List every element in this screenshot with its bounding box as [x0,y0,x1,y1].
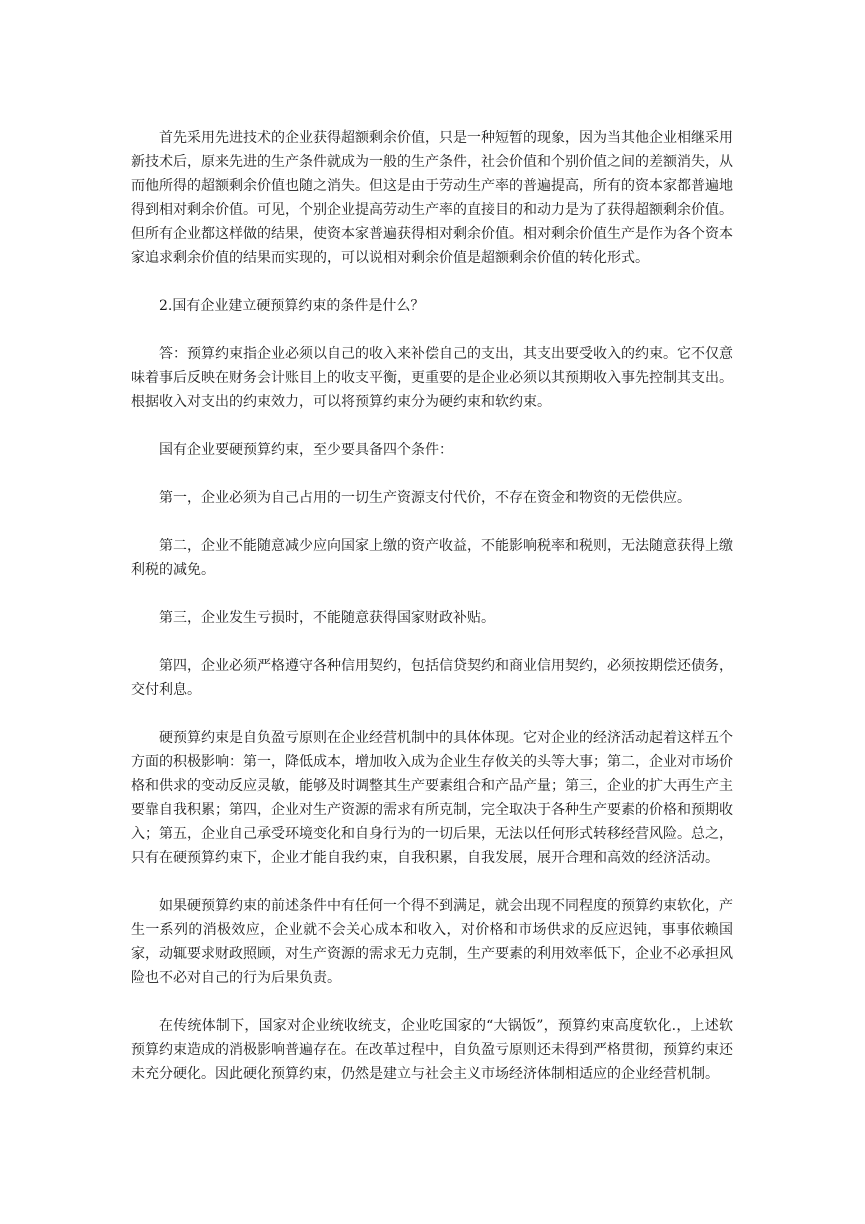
paragraph-soft-constraint-effects: 如果硬预算约束的前述条件中有任何一个得不到满足，就会出现不同程度的预算约束软化，产生一系列的消极效应，企业就不会关心成本和收入，对价格和市场供求的反应迟钝，事事依赖国家，动辄要求财政照顾，对生产资源的需求无力克制，生产要素的利用效率低下，企业不必承担风险也不必对自己的行为后果负责。 [131,898,733,986]
paragraph-answer-definition: 答：预算约束指企业必须以自己的收入来补偿自己的支出，其支出要受收入的约束。它不仅意味着事后反映在财务会计账目上的收支平衡，更重要的是企业必须以其预期收入事先控制其支出。根据收入对支出的约束效力，可以将预算约束分为硬约束和软约束。 [131,346,733,410]
paragraph-positive-effects: 硬预算约束是自负盈亏原则在企业经营机制中的具体体现。它对企业的经济活动起着这样五个方面的积极影响：第一，降低成本，增加收入成为企业生存攸关的头等大事；第二，企业对市场价格和供求的变动反应灵敏，能够及时调整其生产要素组合和产品产量；第三，企业的扩大再生产主要靠自我积累；第四，企业对生产资源的需求有所克制，完全取决于各种生产要素的价格和预期收入；第五，企业自己承受环境变化和自身行为的一切后果，无法以任何形式转移经营风险。总之，只有在硬预算约束下，企业才能自我约束，自我积累，自我发展，展开合理和高效的经济活动。 [131,730,733,866]
paragraph-surplus-value: 首先采用先进技术的企业获得超额剩余价值，只是一种短暂的现象，因为当其他企业相继采用新技术后，原来先进的生产条件就成为一般的生产条件，社会价值和个别价值之间的差额消失，从而他所得的超额剩余价值也随之消失。但这是由于劳动生产率的普遍提高，所有的资本家都普遍地得到相对剩余价值。可见，个别企业提高劳动生产率的直接目的和动力是为了获得超额剩余价值。但所有企业都这样做的结果，使资本家普遍获得相对剩余价值。相对剩余价值生产是作为各个资本家追求剩余价值的结果而实现的，可以说相对剩余价值是超额剩余价值的转化形式。 [131,130,733,266]
document-page [131,126,733,1086]
paragraph-condition-three: 第三，企业发生亏损时，不能随意获得国家财政补贴。 [159,610,495,626]
paragraph-condition-four: 第四，企业必须严格遵守各种信用契约，包括信贷契约和商业信用契约，必须按期偿还债务，交付利息。 [131,658,733,698]
question-heading: 2.国有企业建立硬预算约束的条件是什么？ [159,298,425,314]
paragraph-condition-one: 第一，企业必须为自己占用的一切生产资源支付代价，不存在资金和物资的无偿供应。 [159,490,691,506]
paragraph-condition-two: 第二，企业不能随意减少应向国家上缴的资产收益，不能影响税率和税则，无法随意获得上缴利税的减免。 [131,538,733,578]
paragraph-four-conditions-intro: 国有企业要硬预算约束，至少要具备四个条件： [159,442,453,458]
paragraph-traditional-system: 在传统体制下，国家对企业统收统支，企业吃国家的“大锅饭”，预算约束高度软化.，上述软预算约束造成的消极影响普遍存在。在改革过程中，自负盈亏原则还未得到严格贯彻，预算约束还未充分硬化。因此硬化预算约束，仍然是建立与社会主义市场经济体制相适应的企业经营机制。 [131,1018,733,1082]
